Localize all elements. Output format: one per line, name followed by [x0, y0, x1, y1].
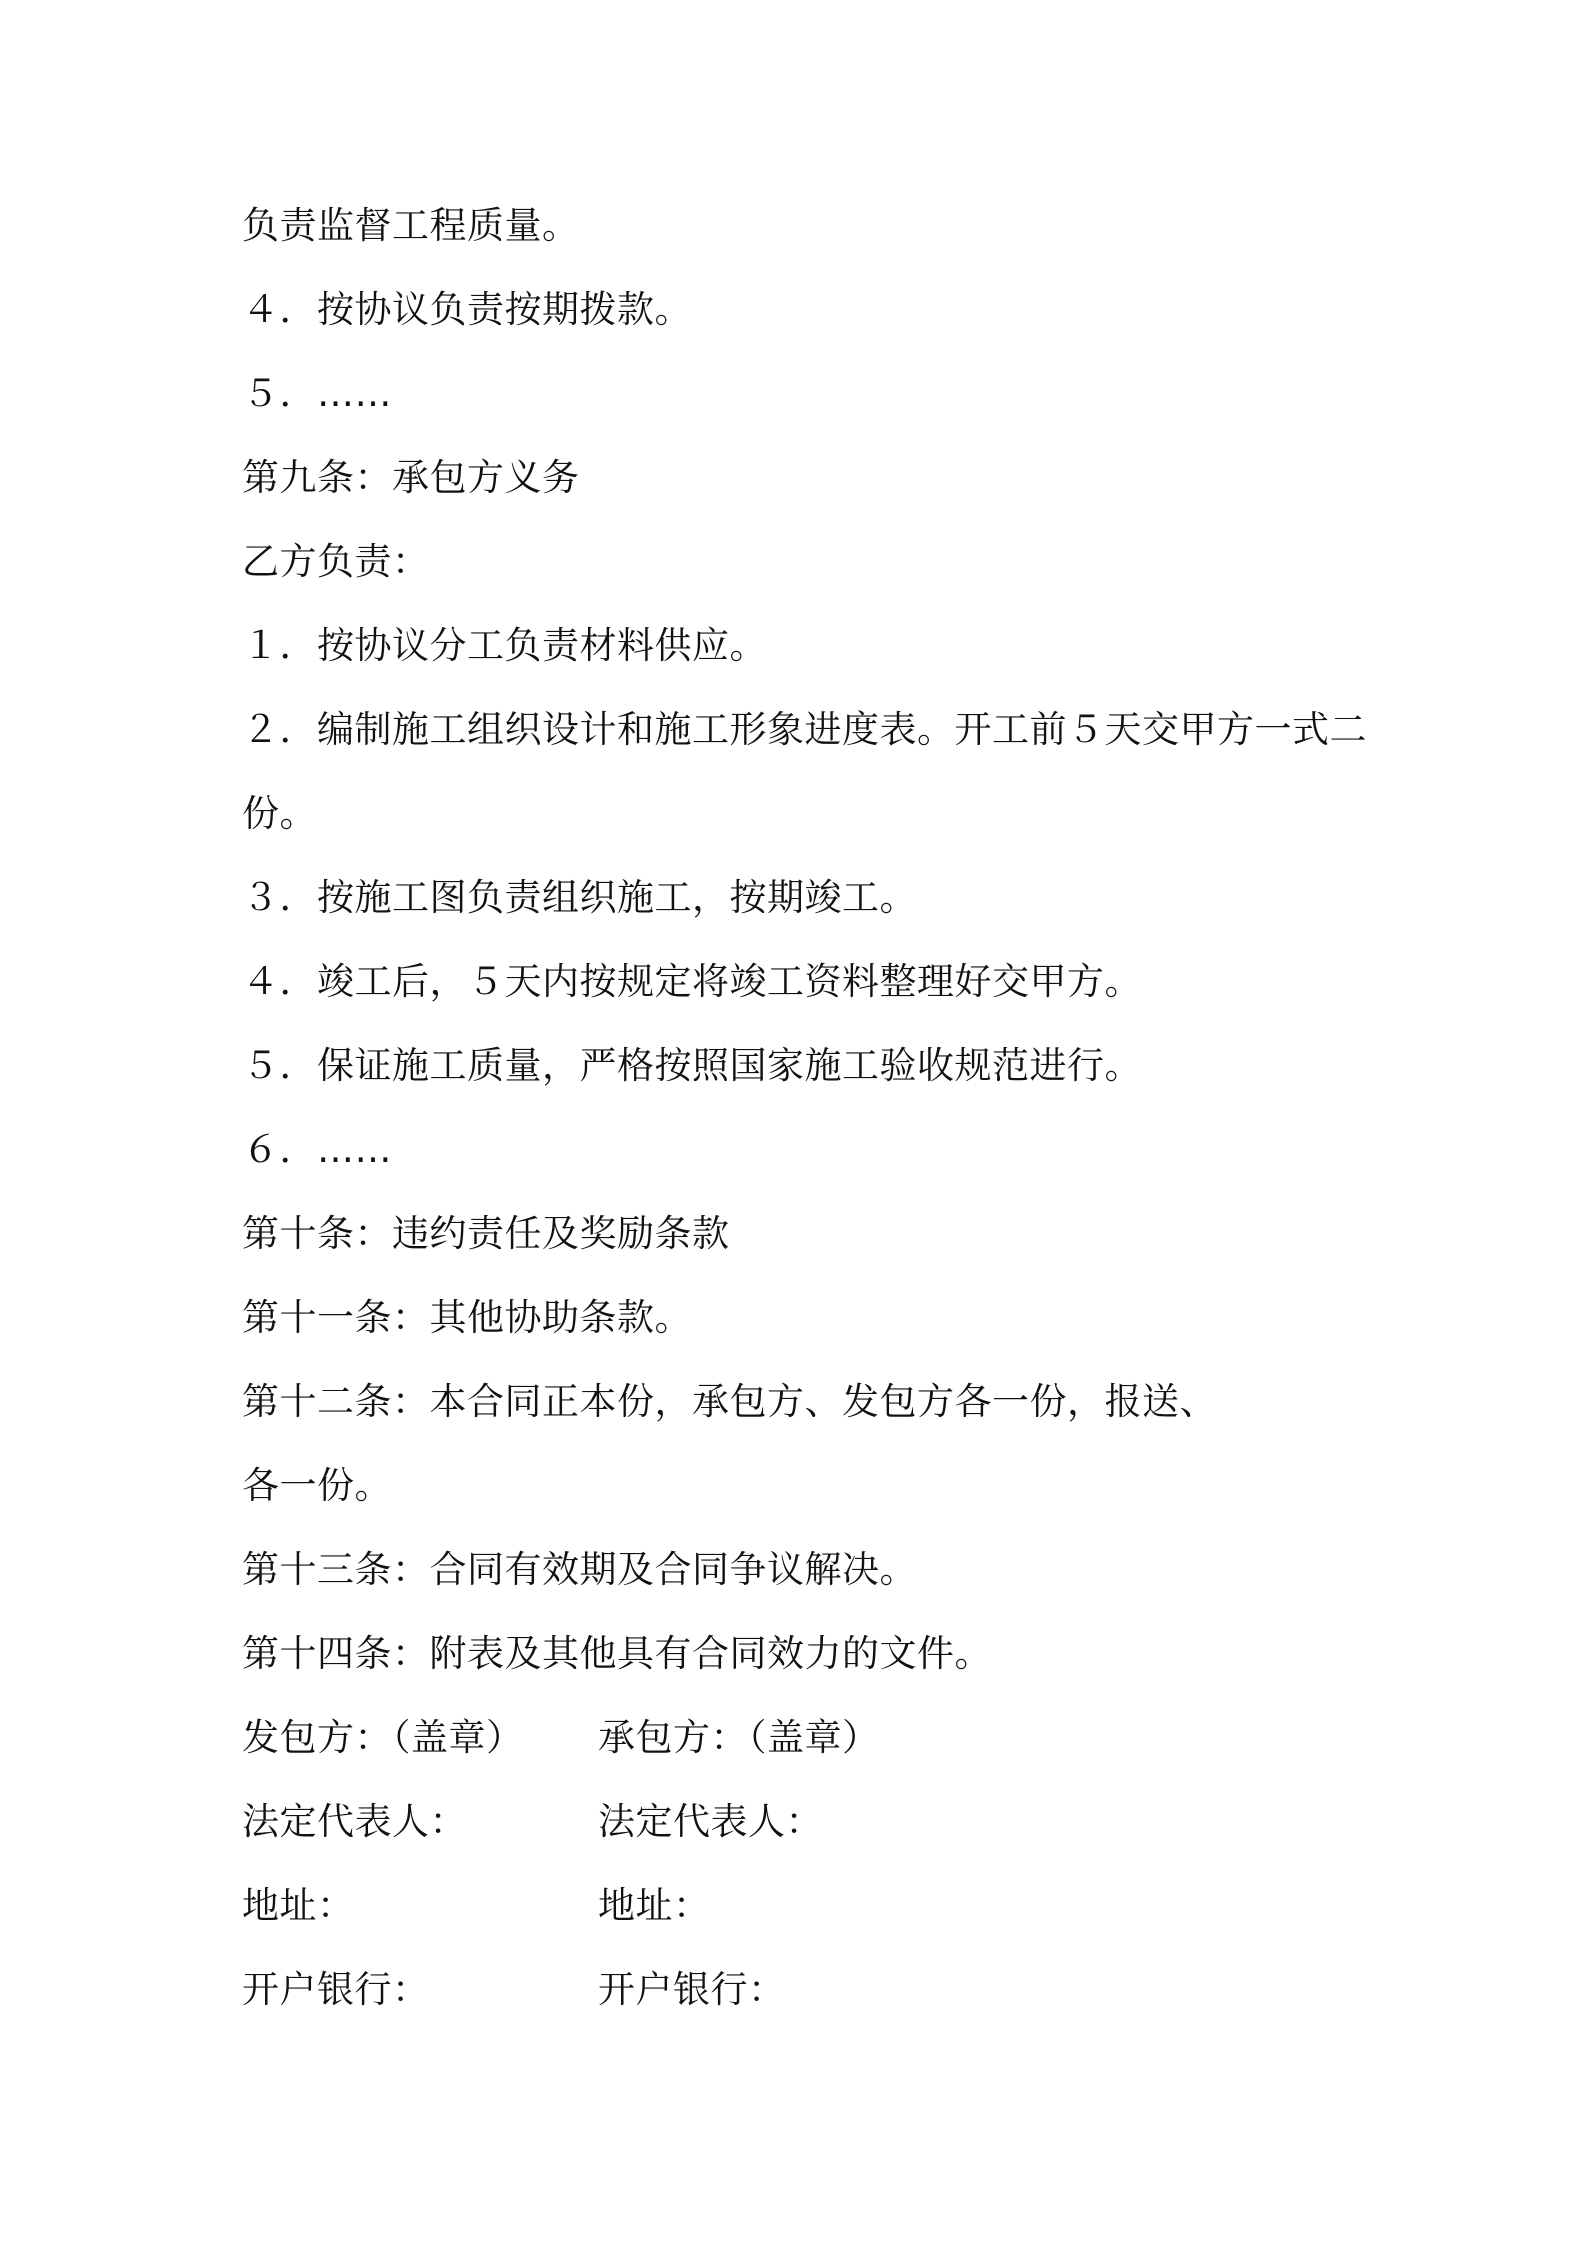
signature-left-label: 地址：	[242, 1884, 355, 1927]
list-item: ５．保证施工质量，严格按照国家施工验收规范进行。	[242, 1044, 1142, 1087]
list-item: ６．……	[242, 1128, 392, 1171]
text-line: 乙方负责：	[242, 540, 430, 583]
text-line: ５．……	[242, 372, 392, 415]
article-heading: 第十二条：本合同正本份，承包方、发包方各一份，报送、	[242, 1380, 1217, 1423]
signature-right-label: 法定代表人：	[598, 1800, 823, 1843]
signature-left-label: 法定代表人：	[242, 1800, 467, 1843]
article-heading: 第九条：承包方义务	[242, 456, 580, 499]
signature-left-label: 开户银行：	[242, 1968, 430, 2011]
text-line: ４．按协议负责按期拨款。	[242, 288, 692, 331]
article-heading: 第十一条：其他协助条款。	[242, 1296, 692, 1339]
text-line: 负责监督工程质量。	[242, 204, 580, 247]
article-heading: 第十条：违约责任及奖励条款	[242, 1212, 730, 1255]
text-line: 份。	[242, 792, 317, 835]
signature-right-label: 承包方：（盖章）	[598, 1716, 880, 1759]
signature-left-label: 发包方：（盖章）	[242, 1716, 524, 1759]
text-line: 各一份。	[242, 1464, 392, 1507]
list-item: ２．编制施工组织设计和施工形象进度表。开工前５天交甲方一式二	[242, 708, 1367, 751]
signature-right-label: 开户银行：	[598, 1968, 786, 2011]
article-heading: 第十三条：合同有效期及合同争议解决。	[242, 1548, 917, 1591]
article-heading: 第十四条：附表及其他具有合同效力的文件。	[242, 1632, 992, 1675]
list-item: １．按协议分工负责材料供应。	[242, 624, 767, 667]
list-item: ４．竣工后，５天内按规定将竣工资料整理好交甲方。	[242, 960, 1142, 1003]
signature-right-label: 地址：	[598, 1884, 711, 1927]
list-item: ３．按施工图负责组织施工，按期竣工。	[242, 876, 917, 919]
